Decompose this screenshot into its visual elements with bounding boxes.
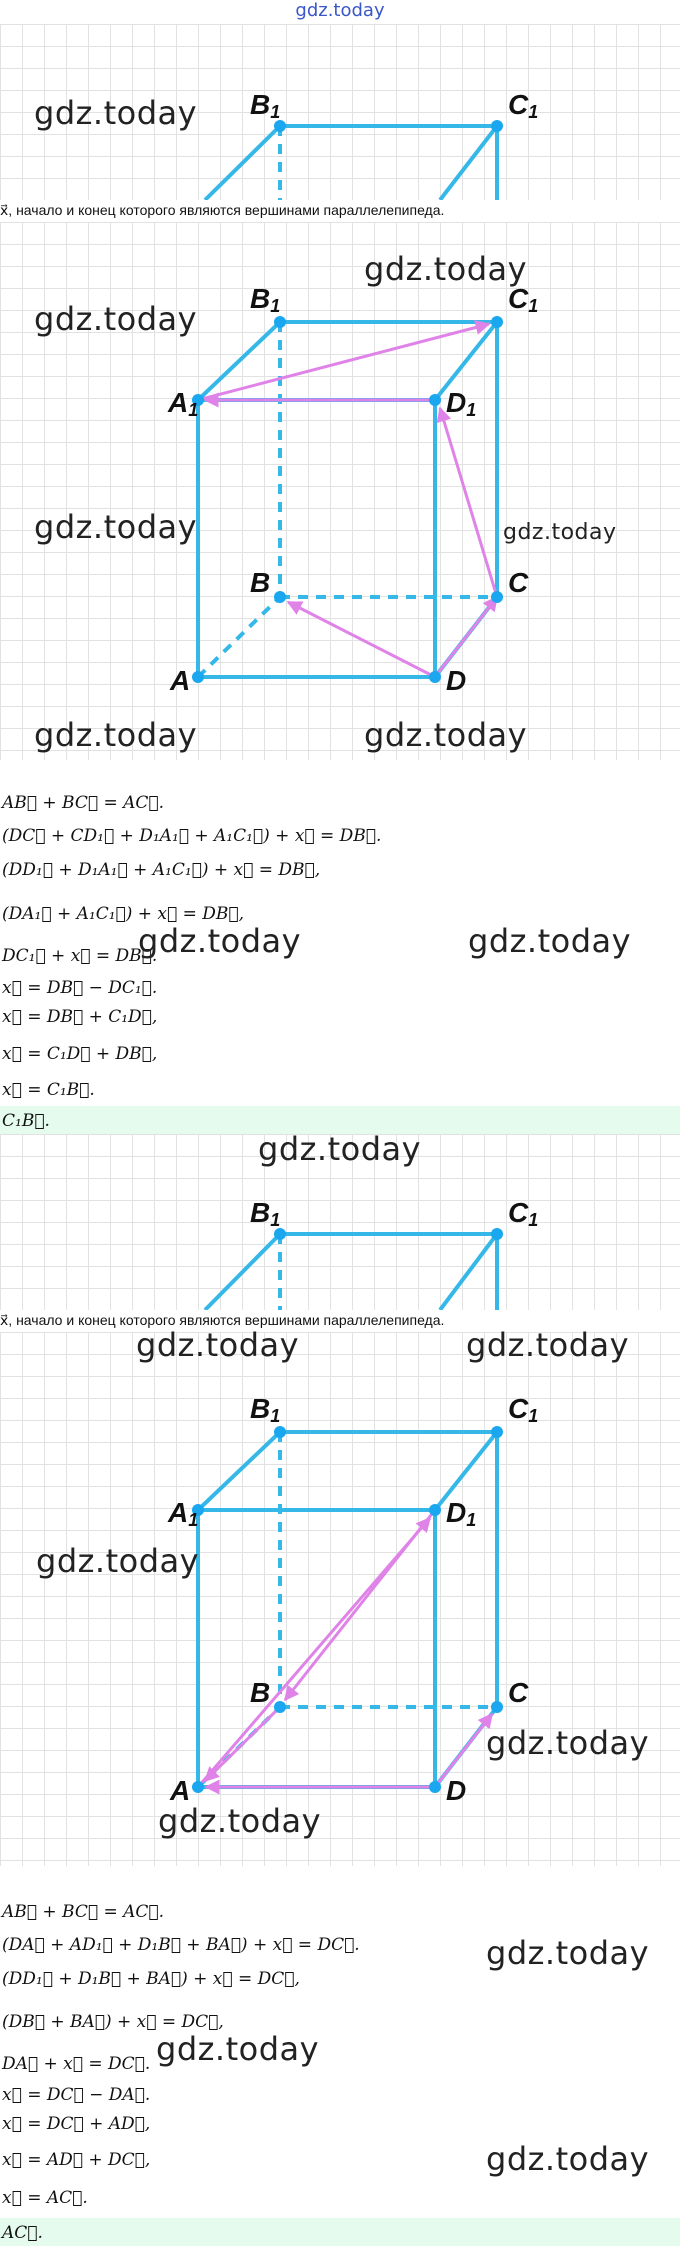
equation-line: (DA₁⃗ + A₁C₁⃗) + x⃗ = DB⃗, — [2, 904, 244, 924]
vertex-label-d: D — [446, 1775, 467, 1806]
vertex-label-a1: A1 — [168, 387, 199, 420]
vertex-label-b1: B — [250, 89, 271, 120]
site-logo[interactable]: gdz.today — [295, 0, 385, 21]
watermark: gdz.today — [156, 2030, 320, 2068]
vertex-label-b1: B1 — [250, 283, 281, 316]
equation-line: x⃗ = C₁B⃗. — [2, 1080, 95, 1100]
vertex-label-b: B — [250, 1677, 271, 1708]
vertex-label-c1: C1 — [508, 1393, 539, 1426]
problem-caption: x⃗, начало и конец которого являются вершинами параллелепипеда. — [0, 1312, 445, 1328]
watermark: gdz.today — [138, 922, 302, 960]
svg-text:B1: B1 — [250, 1197, 281, 1230]
answer-text: AC⃗. — [2, 2223, 43, 2243]
watermark: gdz.today — [486, 1724, 650, 1762]
equation-line: x⃗ = DC⃗ + AD⃗, — [2, 2114, 151, 2134]
vertex-label-b1: B1 — [250, 1393, 281, 1426]
figure-crop-1 — [0, 24, 680, 200]
vertex-label-a: A — [170, 665, 191, 696]
vertex-label-b: B — [250, 567, 271, 598]
svg-text:C1: C1 — [508, 1197, 539, 1230]
watermark: gdz.today — [158, 1802, 322, 1840]
figure-2 — [0, 1326, 680, 1866]
watermark: gdz.today — [468, 922, 632, 960]
answer-box — [0, 2218, 680, 2246]
svg-text:B1: B1 — [250, 89, 281, 122]
watermark: gdz.today — [34, 94, 198, 132]
vertex-label-c1: C — [508, 1197, 529, 1228]
vertex-label-a1: A1 — [168, 1497, 199, 1530]
watermark: gdz.today — [486, 1934, 650, 1972]
equation-line: (DA⃗ + AD₁⃗ + D₁B⃗ + BA⃗) + x⃗ = DC⃗. — [2, 1935, 360, 1955]
equation-line: (DB⃗ + BA⃗) + x⃗ = DC⃗, — [2, 2012, 224, 2032]
cube-figure-2 — [0, 1332, 680, 1866]
equation-line: x⃗ = C₁D⃗ + DB⃗, — [2, 1044, 158, 1064]
watermark: gdz.today — [136, 1326, 300, 1364]
svg-text:C1: C1 — [508, 89, 539, 122]
equation-line: (DD₁⃗ + D₁A₁⃗ + A₁C₁⃗) + x⃗ = DB⃗, — [2, 860, 321, 880]
figure-1 — [0, 222, 680, 760]
equation-line: AB⃗ + BC⃗ = AC⃗. — [2, 793, 164, 813]
figure-crop-2 — [0, 1130, 680, 1310]
vector-d1b — [285, 1510, 435, 1700]
equation-line: x⃗ = DC⃗ − DA⃗. — [2, 2085, 151, 2105]
equation-line: x⃗ = AC⃗. — [2, 2188, 88, 2208]
watermark: gdz.today — [36, 1542, 200, 1580]
vector-db — [288, 602, 435, 677]
vector-ba — [205, 1707, 280, 1781]
answer-text: C₁B⃗. — [2, 1111, 50, 1131]
watermark: gdz.today — [364, 716, 528, 754]
watermark: gdz.today — [34, 508, 198, 546]
equation-line: DC₁⃗ + x⃗ = DB⃗. — [2, 946, 158, 966]
equation-line: x⃗ = AD⃗ + DC⃗, — [2, 2150, 151, 2170]
vertex-label-b1: B — [250, 1197, 271, 1228]
watermark: gdz.today — [503, 520, 617, 545]
watermark: gdz.today — [364, 250, 528, 288]
equation-line: AB⃗ + BC⃗ = AC⃗. — [2, 1902, 164, 1922]
watermark: gdz.today — [486, 2140, 650, 2178]
problem-caption: x⃗, начало и конец которого являются вершинами параллелепипеда. — [0, 202, 445, 218]
vertex-label-c1: C1 — [508, 283, 539, 316]
equation-line: (DC⃗ + CD₁⃗ + D₁A₁⃗ + A₁C₁⃗) + x⃗ = DB⃗. — [2, 826, 382, 846]
vertex-label-a: A — [170, 1775, 191, 1806]
equation-line: DA⃗ + x⃗ = DC⃗. — [2, 2054, 151, 2074]
vertex-label-d1: D1 — [446, 1497, 477, 1530]
watermark: gdz.today — [34, 300, 198, 338]
vertex-label-d1: D1 — [446, 387, 477, 420]
watermark: gdz.today — [258, 1130, 422, 1168]
equation-line: (DD₁⃗ + D₁B⃗ + BA⃗) + x⃗ = DC⃗, — [2, 1969, 300, 1989]
vertex-label-c1: C — [508, 89, 529, 120]
vector-cd1 — [440, 408, 497, 597]
watermark: gdz.today — [466, 1326, 630, 1364]
vertex-label-d: D — [446, 665, 467, 696]
watermark: gdz.today — [34, 716, 198, 754]
vertex-label-c: C — [508, 1677, 529, 1708]
equation-line: x⃗ = DB⃗ − DC₁⃗. — [2, 978, 158, 998]
equation-line: x⃗ = DB⃗ + C₁D⃗, — [2, 1007, 158, 1027]
vertex-label-c: C — [508, 567, 529, 598]
